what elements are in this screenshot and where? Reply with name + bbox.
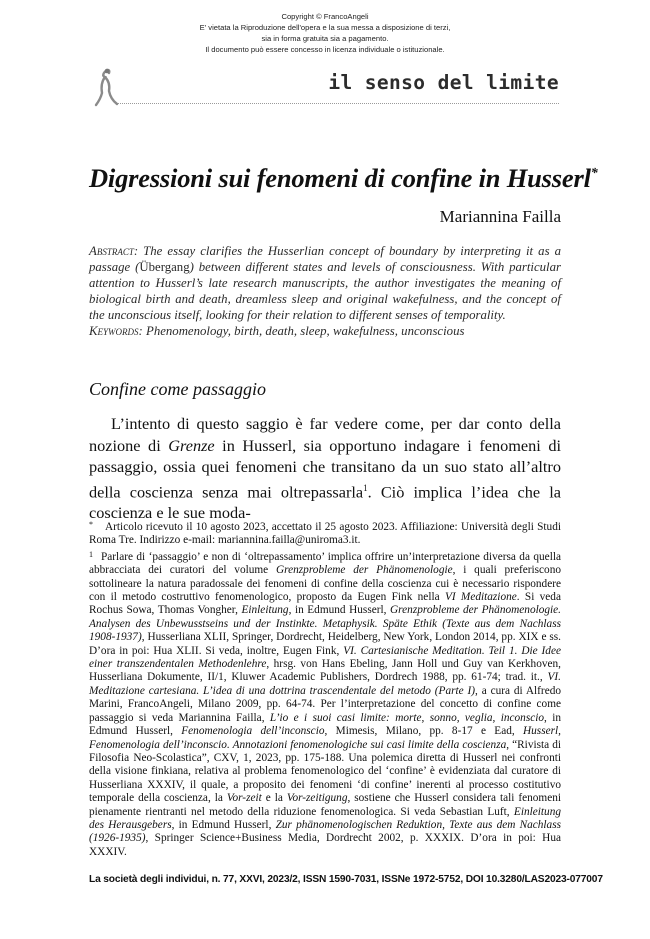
abstract-label: Abstract: <box>89 244 139 258</box>
abstract-text: ) between different states and levels of consciousness. With particular attention to Husserl’s late research manuscripts, the author investigates the meaning of biological birth and death, dreamless sleep and original wakefulness, and the concept of the unconscious itself, looking for their relation to different senses of temporality. <box>89 260 561 322</box>
body-paragraph <box>89 413 561 524</box>
footnote-mark: 1 <box>89 549 93 559</box>
footnote-italic: L’io e i suoi casi limite: morte, sonno, veglia, inconscio <box>269 711 545 724</box>
journal-citation: La società degli individui, n. 77, XXVI, 2023/2, ISSN 1590-7031, ISSNe 1972-5752, DOI 10.3280/LAS2023-077007 <box>89 874 603 885</box>
footnote-italic: Vor-zeit <box>226 792 262 805</box>
keywords-text: Phenomenology, birth, death, sleep, wakefulness, unconscious <box>146 324 465 338</box>
footnote-mark: * <box>89 520 93 529</box>
title-footnote-mark: * <box>590 166 598 182</box>
body-text-run: in Husserl, sia opportuno indagare i fenomeni di passaggio, ossia quei fenomeni che transitano da un suo stato all’altro della coscienza senza mai oltrepassarla <box>89 435 561 501</box>
footnote-text: , Springer Science+Business Media, Dordrecht 2002, p. XXXIX. D’ora in poi: Hua XXXIV. <box>89 832 561 858</box>
footnote-italic: Einleitung <box>241 604 289 617</box>
footnotes <box>89 521 561 859</box>
article-title-text: Digressioni sui fenomeni di confine in Husserl <box>89 163 591 193</box>
abstract <box>89 243 561 339</box>
footnote-text: , Husserliana XLII, Springer, Dordrecht, Heidelberg, New York, London 2014, pp. XIX e ss. D’ora in poi: Hua XLII. Si veda, inoltre, Eugen Fink, <box>89 631 561 657</box>
footnote-ref[interactable]: 1 <box>363 482 368 493</box>
body-emphasis: Grenze <box>168 435 215 455</box>
footnote-text: . Si veda Rochus Sowa, Thomas Vongher, <box>89 591 561 617</box>
stylized-figure-icon <box>93 67 123 107</box>
copyright-line: Il documento può essere concesso in licenza individuale o istituzionale. <box>205 45 445 54</box>
footnote-italic: Zur phänomenologischen Reduktion, Texte aus dem Nachlass (1926-1935) <box>89 818 562 845</box>
footnote-text: , i quali preferiscono sottolineare la natura paradossale dei fenomeni di confine della coscienza cui è necessario rispondere con il metodo costruttivo fenomenologico, proposto da Eugen Fink nella <box>89 564 562 604</box>
body-text <box>89 413 561 524</box>
footnote-italic: Fenomenologia dell’inconscio <box>181 725 325 738</box>
footnote-text: e la <box>261 792 287 805</box>
footnote-italic: Husserl, Fenomenologia dell’inconscio. Annotazioni fenomenologiche sui casi limite della coscienza <box>89 725 561 751</box>
footnote-text: Articolo ricevuto il 10 agosto 2023, accettato il 25 agosto 2023. Affiliazione: Università degli Studi Roma Tre. Indirizzo e-mail: mariannina.failla@uniroma3.it. <box>89 521 561 547</box>
series-title: il senso del limite <box>328 71 559 94</box>
body-text-run: L’intento di questo saggio è far vedere come, per dar conto della nozione di <box>89 414 561 455</box>
footnote-text: , in Edmund Husserl, <box>171 818 276 831</box>
footnote-italic: VI. Cartesianische Meditation. Teil 1. Die Idee einer transzendentalen Methodenlehre <box>89 644 561 671</box>
footnote-star <box>89 521 561 548</box>
footnote-text: , Mimesis, Milano, pp. 8-17 e Ead, <box>324 725 523 738</box>
footnote-italic: Einleitung des Herausgebers <box>89 805 561 831</box>
keywords <box>89 323 561 339</box>
abstract-paragraph <box>89 243 561 323</box>
footnote-text: , in Edmund Husserl, <box>89 711 561 738</box>
abstract-term: Übergang <box>139 260 190 274</box>
footnote-1 <box>89 551 561 859</box>
copyright-notice <box>0 11 650 55</box>
keywords-label: Keywords: <box>89 324 143 338</box>
copyright-line: sia in forma gratuita sia a pagamento. <box>261 34 389 43</box>
footnote-text: , “Rivista di Filosofia Neo-Scolastica”, CXV, 1, 2023, pp. 175-188. Una polemica diretta di Husserl nei confronti della visione finkiana, relativa al problema fenomenologico del ‘confine’ è evidenziata dal curatore di Husserliana XXXIV, il quale, a proposito dei fenomeni ‘di confine’ inerenti al processo costitutivo temporale della coscienza, la <box>89 738 561 805</box>
section-heading: Confine come passaggio <box>89 379 266 399</box>
footnote-text: Parlare di ‘passaggio’ e non di ‘oltrepassamento’ implica offrire un’interpretazione diversa da quella abbracciata dei curatori del volume <box>89 550 561 577</box>
footnote-italic: Grenzprobleme der Phänomenologie. Analysen des Unbewusstseins und der Instinkte. Metaphysik. Späte Ethik (Texte aus dem Nachlass 1908-1937) <box>89 604 562 644</box>
footnote-italic: VI Meditazione <box>444 591 517 604</box>
footnote-text: , in Edmund Husserl, <box>288 604 391 617</box>
article-author: Mariannina Failla <box>439 207 561 226</box>
copyright-line: Copyright © FrancoAngeli <box>281 12 369 21</box>
copyright-line: E' vietata la Riproduzione dell'opera e la sua messa a disposizione di terzi, <box>199 23 451 32</box>
body-text-run: . Ciò implica l’idea che la coscienza e le sue moda- <box>89 481 561 523</box>
footnote-text: , a cura di Alfredo Marini, FrancoAngeli, Milano 2009, pp. 64-74. Per l’interpretazione del concetto di confine come passaggio si veda Mariannina Failla, <box>89 684 562 724</box>
footnote-italic: Grenzprobleme der Phänomenologie <box>275 564 453 577</box>
footnote-italic: VI. Meditazione cartesiana. L’idea di una dottrina trascendentale del metodo (Parte I) <box>89 671 561 697</box>
abstract-text: The essay clarifies the Husserlian concept of boundary by interpreting it as a passage ( <box>89 244 562 274</box>
article-title <box>89 163 598 194</box>
footnote-text: , sostiene che Husserl considera tali fenomeni pienamente rientranti nel metodo della riduzione fenomenologica. Si veda Sebastian Luft, <box>89 792 562 818</box>
footnote-text: , hrsg. von Hans Ebeling, Jann Holl und Guy van Kerkhoven, Husserliana Dokumente, II/1, Kluwer Academic Publishers, Dordrech 1988, pp. 61-74; trad. it., <box>89 658 561 684</box>
header-divider <box>118 103 559 104</box>
footnote-italic: Vor-zeitigung <box>286 792 348 805</box>
